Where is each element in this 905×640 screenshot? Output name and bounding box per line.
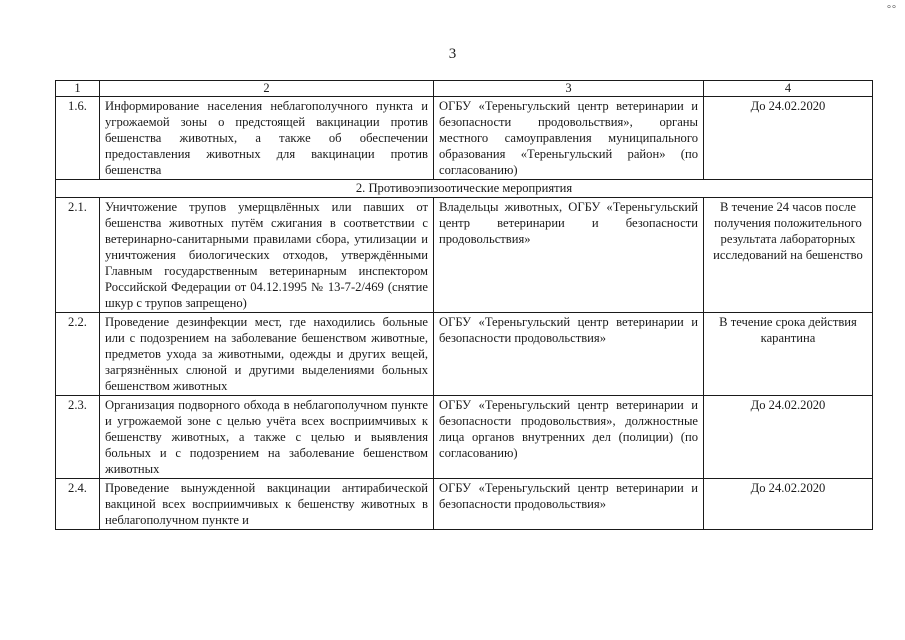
section-title: 2. Противоэпизоотические мероприятия <box>56 180 873 198</box>
section-row <box>56 180 873 198</box>
row-action: Уничтожение трупов умерщвлённых или павших от бешенства животных путём сжигания в соответствии с ветеринарно-санитарными правилами сбора, утилизации и уничтожения биологических отходов, утверждёнными Главным государственным ветеринарным инспектором Российской Федерации от 04.12.1995 № 13-7-2/469 (снятие шкур с трупов запрещено) <box>100 198 434 313</box>
table-row <box>56 313 873 396</box>
header-col-4: 4 <box>704 81 873 97</box>
row-action: Проведение дезинфекции мест, где находились больные или с подозрением на заболевание бешенством животные, предметов ухода за животными, одежды и других вещей, загрязнённых слюной и другими выделениями больных бешенством животных <box>100 313 434 396</box>
row-action: Организация подворного обхода в неблагополучном пункте и угрожаемой зоне с целью учёта всех восприимчивых к бешенству животных, а также с целью и выявления больных и с подозрением на заболевание бешенством животных <box>100 396 434 479</box>
row-deadline: До 24.02.2020 <box>704 396 873 479</box>
row-number: 1.6. <box>56 97 100 180</box>
row-executor: Владельцы животных, ОГБУ «Тереньгульский центр ветеринарии и безопасности продовольствия» <box>434 198 704 313</box>
row-executor: ОГБУ «Тереньгульский центр ветеринарии и безопасности продовольствия» <box>434 313 704 396</box>
row-deadline: До 24.02.2020 <box>704 97 873 180</box>
corner-mark: °° <box>887 4 897 15</box>
header-col-2: 2 <box>100 81 434 97</box>
measures-table <box>55 80 873 530</box>
row-number: 2.3. <box>56 396 100 479</box>
header-col-1: 1 <box>56 81 100 97</box>
row-executor: ОГБУ «Тереньгульский центр ветеринарии и безопасности продовольствия», должностные лица органов внутренних дел (полиции) (по согласованию) <box>434 396 704 479</box>
table-row <box>56 396 873 479</box>
row-action: Проведение вынужденной вакцинации антирабической вакциной всех восприимчивых к бешенству животных в неблагополучном пункте и <box>100 479 434 530</box>
row-deadline: В течение 24 часов после получения положительного результата лабораторных исследований на бешенство <box>704 198 873 313</box>
table-row <box>56 479 873 530</box>
row-number: 2.2. <box>56 313 100 396</box>
row-executor: ОГБУ «Тереньгульский центр ветеринарии и безопасности продовольствия», органы местного самоуправления муниципального образования «Тереньгульский район» (по согласованию) <box>434 97 704 180</box>
row-executor: ОГБУ «Тереньгульский центр ветеринарии и безопасности продовольствия» <box>434 479 704 530</box>
row-deadline: До 24.02.2020 <box>704 479 873 530</box>
row-number: 2.4. <box>56 479 100 530</box>
table-row <box>56 198 873 313</box>
row-deadline: В течение срока действия карантина <box>704 313 873 396</box>
table-row <box>56 97 873 180</box>
row-number: 2.1. <box>56 198 100 313</box>
row-action: Информирование населения неблагополучного пункта и угрожаемой зоны о предстоящей вакцинации против бешенства животных, а также об обеспечении предоставления животных для вакцинации против бешенства <box>100 97 434 180</box>
page-number: 3 <box>448 46 457 62</box>
table-header-row <box>56 81 873 97</box>
header-col-3: 3 <box>434 81 704 97</box>
